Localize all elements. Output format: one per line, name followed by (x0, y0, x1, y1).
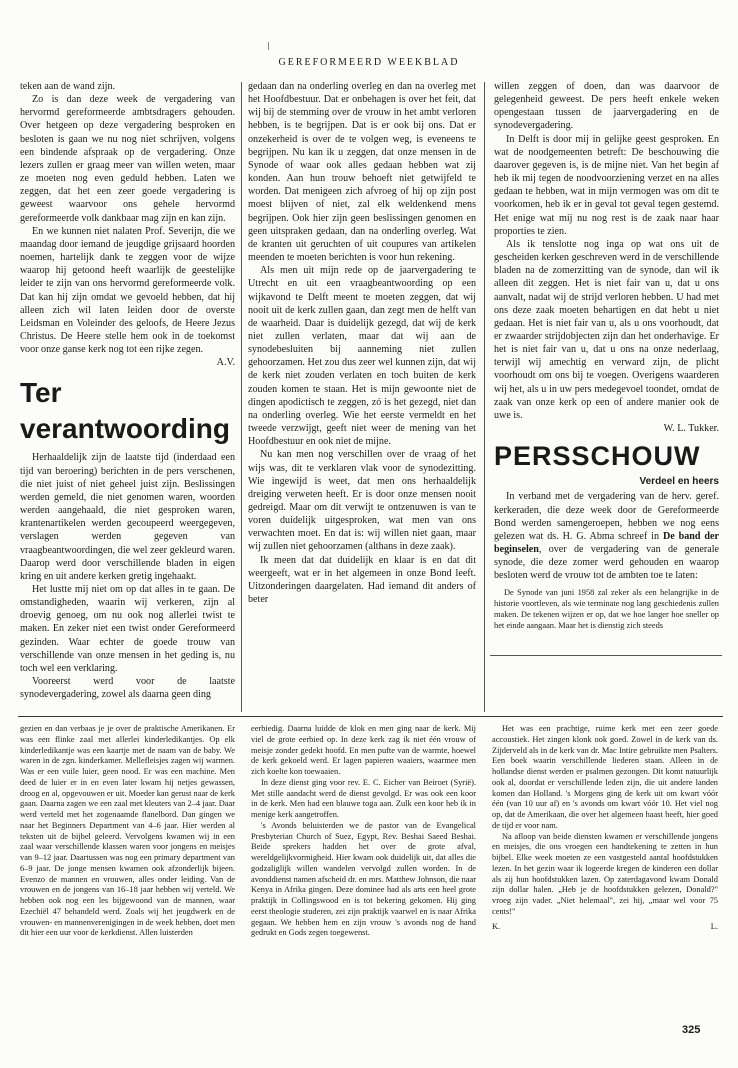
paragraph: Nu kan men nog verschillen over de vraag of het wijs was, dit te verklaren vlak voor de synodezitting. Wie ingewijd is weet, dat men ons herhaaldelijk dreiging verweten heeft. Er is door onze mensen nooit gedreigd. Maar om dit verwijt te ontzenuwen is van te voren duidelijk uitgesproken, wat men van ons verwachten moet. En dat is: wij willen niet gaan, maar wij zullen niet gehoorzamen (althans in deze zaak). (248, 449, 476, 553)
column-left (20, 80, 235, 708)
paragraph: Vooreerst werd voor de laatste synodevergadering, zowel als daarna geen ding (20, 676, 235, 701)
quote-separator (490, 655, 722, 656)
bottom-column-middle (251, 724, 476, 1024)
paragraph: Het was een prachtige, ruime kerk met een zeer goede accoustiek. Het zingen klonk ook goed. Zowel in de kerk van ds. Zijderveld als in de kerk van dr. Mac Intire gebruikte men Psalters. Een boek waarin verschillende liederen staan. Alleen in de hollandse dienst werden er psalmen gezongen. Dit komt natuurlijk ook al, doordat er verschillende leden zijn, die uit andere landen komen dan Holland. 's Morgens ging de kerk uit om kwart vóór één (van 10 uur af) en 's avonds om kwart vóór 10. Het viel nog op, dat de Amerikaan, die over het algemeen haast heeft, hier goed de tijd er voor nam. (492, 724, 718, 830)
page-number: 325 (682, 1024, 701, 1036)
signature-left: K. (492, 921, 501, 931)
column-divider (241, 82, 242, 712)
author-signature: W. L. Tukker. (663, 423, 719, 435)
column-middle (248, 80, 476, 708)
publication-title: De band der beginselen (494, 530, 719, 555)
author-signature: A.V. (216, 357, 235, 369)
paragraph: eerbiedig. Daarna luidde de klok en men ging naar de kerk. Mij viel de grote eerbied op. In deze kerk zag ik niet één vrouw of meisje zonder gedekt hoofd. En men pufte van de warmte, hoewel de kerk gekoeld werd. Er lagen papieren waaiers, waarmee men zich koelte kon toewaaien. (251, 724, 476, 776)
quote-text: De Synode van juni 1958 zal zeker als een belangrijke in de historie voortleven, als wie terminate nog lang geschiedenis zullen maken. De tekenen wijzen er op, dat we hoe langer hoe sneller op het einde aangaan. Maar het is dienstig zich steeds (494, 588, 719, 630)
section-separator (18, 716, 723, 717)
paragraph: Na afloop van beide diensten kwamen er verschillende jongens en meisjes, die ons vroegen een handtekening te zetten in hun bijbel. Elke week moeten ze een vastgesteld aantal hoofdstukken lezen. In het gezin waar ik logeerde kregen de kinderen een dollar als zij hun hoofdstukken lazen. Op zaterdagavond kwam Donald zijn dollar halen. „Heb je de hoofdstukken gelezen, Donald?" vroeg zijn vader. „Niet helemaal", zei hij, „maar wel voor 75 cents!" (492, 831, 718, 916)
section-subheading: Verdeel en heers (639, 476, 719, 488)
author-signatures (492, 922, 718, 933)
paragraph: gedaan dan na onderling overleg en dan na overleg met het Hoofdbestuur. Dat er onbehagen is over het feit, dat wij bij de stemming over de vrouw in het ambt verloren hebben, is te begrijpen. Dat is er ook bij ons. Dat er onzekerheid is over de te volgen weg, is eveneens te begrijpen. Nu kan ik u zeggen, dat onze mensen in de Synode of waar ook alles gedaan hebben wat zij konden. Aan hun trouw behoeft niet getwijfeld te worden. Dat menigeen zich afvroeg of hij op zijn post moest blijven of niet, zal elk weldenkend mens begrijpen. Ook hier zijn geen beslissingen genomen en geen uitspraken gedaan, dan na onderling overleg. Wat de kranten uit geruchten of uit coupures van artikelen meenden te moeten berichten is voor hun rekening. (248, 81, 476, 264)
paragraph: Als men uit mijn rede op de jaarvergadering te Utrecht en uit een vraagbeantwoording op een wijkavond te Delft meent te moeten zeggen, dat wij nooit uit de kerk zullen gaan, dan zegt men de helft van de waarheid. Daar is duidelijk gezegd, dat wij de kerk niet zullen verlaten, maar dat wij aan de synodebesluiten bij aanneming niet zullen gehoorzamen. Het zou dus zeer wel kunnen zijn, dat wij de kerk niet zouden verlaten en toch buiten de kerk zouden komen te staan. Het is mijn gewoonte niet de dingen apodictisch te zeggen, zó is het gezegd, niet dan na onderling overleg. Wie het eerste vermeldt en het tweede verzwijgt, geeft niet weer de mening van het Hoofdbestuur en ook niet de mijne. (248, 265, 476, 448)
column-right (494, 80, 719, 708)
page-header: GEREFORMEERD WEEKBLAD (278, 57, 460, 68)
paragraph: 's Avonds beluisterden we de pastor van de Evangelical Presbyterian Church of Suez, Egypt, Rev. Beshai Saeed Beshai. Beide sprekers hadden het over de grote afval, wereldgelijkvormigheid. Hier kwam ook duidelijk uit, dat alles die godzaliglijk willen wandelen vervolgd zullen worden. In de avonddienst namen afscheid dr. en mrs. Matthew Johnson, die naar Kenya in Afrika gingen. Deze dominee had als arts een heel grote praktijk in Collingswood en is tot bekering gekomen. Hij ging eerst theologie studeren, zei zijn praktijk vaarwel en is naar Afrika gegaan. We hebben hem en zijn vrouw 's avonds nog de hand gedrukt en Gods zegen toegewenst. (251, 820, 476, 938)
paragraph: Ik meen dat dat duidelijk en klaar is en dat dit weergeeft, wat er in het algemeen in onze Bond leeft. Uitzonderingen daargelaten. Had iemand dit anders of beter (248, 554, 476, 606)
scan-mark (268, 42, 269, 50)
paragraph: willen zeggen of doen, dan was daarvoor de gelegenheid geweest. De pers heeft enkele weken opengestaan tussen de jaarvergadering en de synodevergadering. (494, 81, 719, 132)
column-divider (484, 82, 485, 712)
bottom-column-left (20, 724, 235, 1024)
paragraph: teken aan de wand zijn. (20, 81, 116, 92)
signature-right: L. (710, 921, 718, 931)
paragraph: Als ik tenslotte nog inga op wat ons uit de gescheiden kerken geschreven werd in de verschillende bladen na de zomerzitting van de synode, dan wil ik alleen dit zeggen. Het is niet fair van u, dat u ons aanvalt, nadat wij de strijd verloren hebben. U had met ons deze zaak moeten behartigen en dat hebt u niet gedaan. Het is niet fair van u, als u ons voorhoudt, dat er zwaarder strijdobjecten zijn dan het onderhavige. Er het is niet fair van u, dat u ons na onze nederlaag, terwijl wij amechtig en verward zijn, de plicht voorhoudt om ons bij te voegen. Overigens waarderen wij het, als u in uw pers medegevoel toondet, omdat de zaak van onze kerk op een of andere manier ook de uwe is. (494, 238, 719, 421)
paragraph: En we kunnen niet nalaten Prof. Severijn, die we maandag door iemand de jeugdige grijsaard hoorden noemen, hartelijk dank te zeggen voor de wijze waarop hij getoond heeft waarlijk de geestelijke leider te zijn van ons hervormd gereformeerde volk. Dat kan hij zijn omdat we gevoeld hebben, dat hij alleen zich wil laten leiden door de overste Leidsman en Voleinder des geloofs, de Heere Jezus Christus. De Heere stelle hem ook in de toekomst voor onze ganse kerk nog tot een rijke zegen. (20, 225, 235, 356)
paragraph: Zo is dan deze week de vergadering van hervormd gereformeerde ambtsdragers gehouden. Over hetgeen op deze vergadering besproken en besloten is gaan we nu nog niet schrijven, volgens een bindende afspraak op de vergadering. Onze lezers zullen er graag meer van willen weten, maar ze moeten nog even geduld hebben. Laten we zeggen, dat het een zeer goede vergadering is geweest waarvoor ons gehele hervormd gereformeerde volk dankbaar mag zijn en kan zijn. (20, 94, 235, 224)
section-heading: PERSSCHOUW (494, 441, 701, 472)
intro-text: In verband met de vergadering van de herv. geref. kerkeraden, die deze week door de Gereformeerde Bond werden samengeroepen, hebben we nog eens gelezen wat ds. H. G. Abma schreef in (494, 491, 719, 542)
article-heading: Ter verantwoording (20, 377, 231, 445)
paragraph: In deze dienst ging voor rev. E. C. Eicher van Beiroet (Syrië). Met stille aandacht werd de dienst gevolgd. Er was ook een koor in de kerk. Men had een blauwe toga aan. Zulk een koor heb ik in menige kerk aangetroffen. (251, 777, 476, 819)
paragraph (494, 490, 719, 582)
block-quote (494, 588, 719, 631)
paragraph: In Delft is door mij in gelijke geest gesproken. En wat de noodgemeenten betreft: De beschouwing die daarover gegeven is, is de mijne niet. Van het begin af heb ik mij tegen de noodvoorziening verzet en na alles gedaan te hebben, wat in mijn vermogen was om dit te voorkomen, heb ik er in geval tot geval tegen gestemd. Het enige wat mij nu nog rest is de zaak naar haar proporties te zien. (494, 133, 719, 237)
paragraph: Het lustte mij niet om op dat alles in te gaan. De omstandigheden, waarin wij verkeren, zijn al droevig genoeg, om nu ook nog allerlei twist te maken. En zeker niet een twist onder Gereformeerd gezinden. Waar echter de goede trouw van verschillende van onze mensen in het geding is, nu toch wel een verklaring. (20, 584, 235, 674)
bottom-column-right (492, 724, 718, 1024)
paragraph: Herhaaldelijk zijn de laatste tijd (inderdaad een tijd van beroering) berichten in de pers verschenen, die niet juist of niet geheel juist zijn. Beslissingen werden gemeld, die niet genomen waren, woorden werden aangehaald, die niet gesproken waren, krantenartikelen werden gecoupeerd weergegeven, verslagen werden gegeven van vraagbeantwoordingen, die wel zeer gekleurd waren. Daarop werd door verschillende bladen in eigen kring en uit andere kerken gretig ingehaakt. (20, 452, 235, 582)
intro-text: , over de vergadering van de generale synode, die deze zomer werd gehouden en waarop besloten werd de vrouw tot de ambten toe te laten: (494, 544, 719, 582)
paragraph: gezien en dan verbaas je je over de praktische Amerikanen. Er was een flinke zaal met allerlei kinderledikantjes. Op elk kinderledikantje was een kaartje met de naam van de baby. We waren in de zgn. kinderkamer. Mellefleisjes zagen wij warmen. Was er een vuile luier, geen nood. Er was een machine. Men deed de luier er in en even later kwam hij netjes gewassen, droog en al, opgevouwen er uit. Moeder kan gerust naar de kerk gaan. Daarna zagen we een zaal met kleuters van 2–4 jaar. Daar werd verteld met het zogenaamde flanelbord. Dan gingen we naar het Beginners Department van 4–6 jaar. Hier werden al teksten uit de bijbel geleerd. Vervolgens kwamen wij in een zaal waar verschillende klassen waren voor jongens en meisjes van 9–12 jaar. Daartussen was nog een primary department van 6–9 jaar. De jonge mensen kwamen ook afzonderlijk bijeen. Evenzo de mannen en vrouwen, alles onder leiding. Van de vrouwen en de jongens van 16–18 jaar hebben wij verteld. We hebben ook nog een les bijgewoond van de mannen, waar Ezechiël 47 behandeld werd. Zoals wij het jeugdwerk en de vrouwen- en mannenverenigingen in de week hebben, doet men dit hier een uur voor de kerkdienst. Allen luisterden (20, 724, 235, 938)
